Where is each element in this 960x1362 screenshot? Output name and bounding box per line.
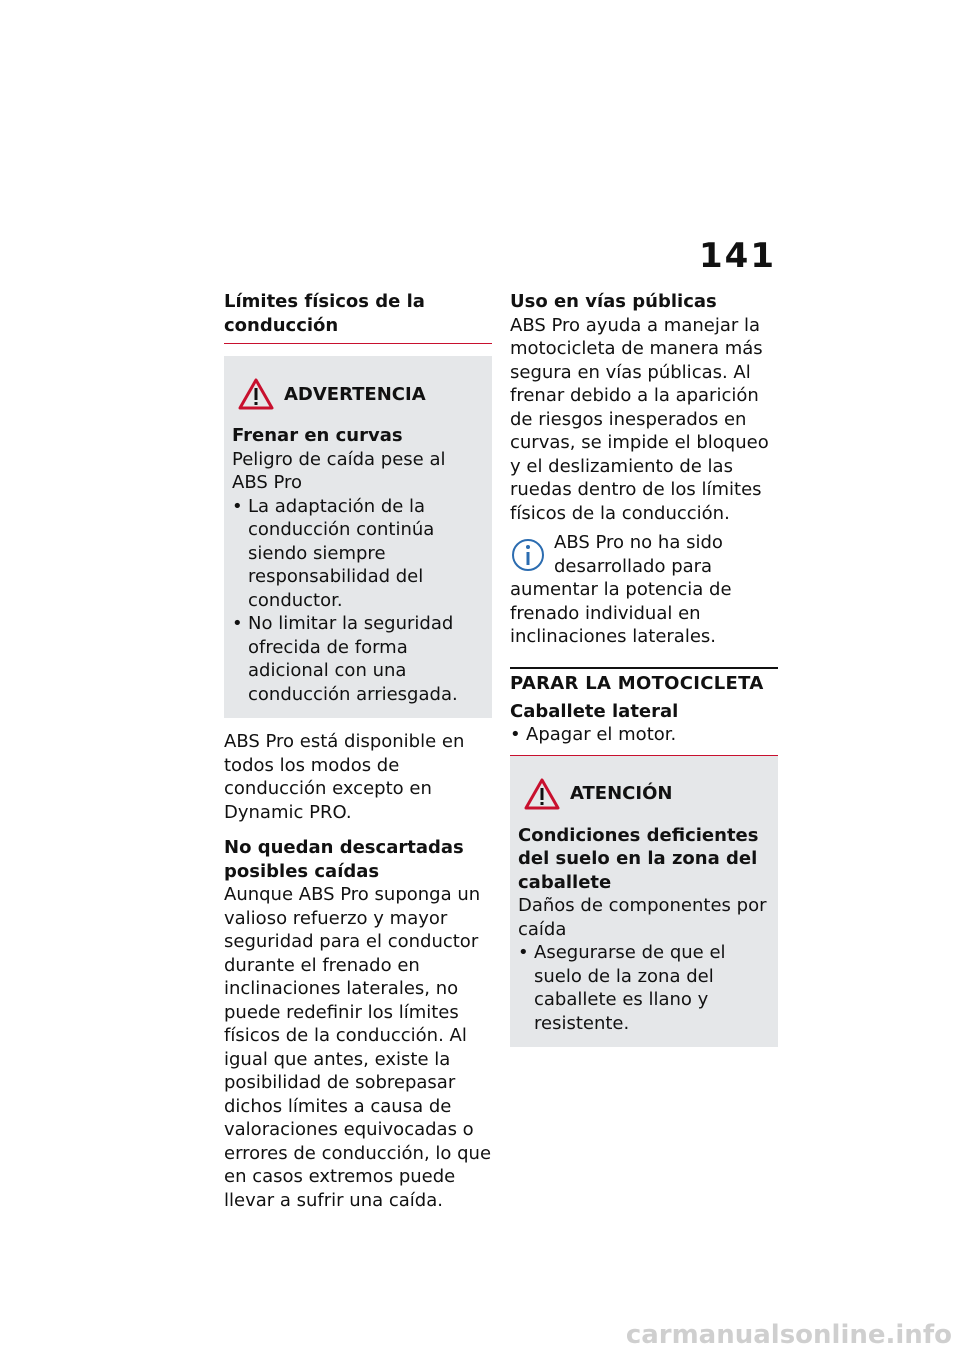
- attention-label: ATENCIÓN: [570, 783, 673, 804]
- warning-bullets: [232, 495, 484, 707]
- warning-header: [238, 378, 484, 410]
- attention-heading: Condiciones deficientes del suelo en la zona del caballete: [518, 824, 759, 893]
- page-number: 141: [699, 236, 776, 276]
- warning-triangle-icon: [238, 378, 274, 410]
- info-note: [510, 531, 778, 649]
- footer-watermark: carmanualsonline.info: [625, 1320, 952, 1350]
- attention-header: [524, 778, 770, 810]
- left-column: [224, 290, 492, 1212]
- attention-text: Daños de componentes por caída: [518, 895, 767, 940]
- paragraph: ABS Pro ayuda a manejar la motocicleta de manera más segura en vías públicas. Al frenar debido a la aparición de riesgos inesperados en curvas, se impide el bloqueo y el deslizamiento de las ruedas dentro de los límites físicos de la conducción.: [510, 314, 769, 524]
- warning-text: Peligro de caída pese al ABS Pro: [232, 448, 446, 493]
- list-item: • La adaptación de la conducción continúa siendo siempre responsabilidad del conductor.: [232, 495, 484, 613]
- section-title: Límites físicos de la conducción: [224, 290, 492, 344]
- list-item: • No limitar la seguridad ofrecida de forma adicional con una conducción arriesgada.: [232, 612, 484, 706]
- warning-box: [224, 356, 492, 718]
- bullets: [510, 723, 778, 747]
- warning-triangle-icon: [524, 778, 560, 810]
- list-item: • Asegurarse de que el suelo de la zona del caballete es llano y resistente.: [518, 941, 770, 1035]
- warning-heading: Frenar en curvas: [232, 425, 403, 446]
- right-column: [510, 290, 778, 1059]
- paragraph: ABS Pro está disponible en todos los modos de conducción excepto en Dynamic PRO.: [224, 731, 465, 823]
- chapter-title: PARAR LA MOTOCICLETA: [510, 667, 778, 694]
- info-icon: [510, 535, 546, 575]
- list-item: • Apagar el motor.: [510, 723, 778, 747]
- note-text: ABS Pro no ha sido desarrollado para aumentar la potencia de frenado individual en inclinaciones laterales.: [510, 532, 732, 647]
- heading: Caballete lateral: [510, 700, 679, 722]
- warning-label: ADVERTENCIA: [284, 383, 426, 405]
- attention-box: [510, 756, 778, 1048]
- heading: Uso en vías públicas: [510, 291, 717, 312]
- heading: No quedan descartadas posibles caídas: [224, 837, 464, 882]
- paragraph: Aunque ABS Pro suponga un valioso refuerzo y mayor seguridad para el conductor durante el frenado en inclinaciones laterales, no puede redefinir los límites físicos de la conducción. Al igual que antes, existe la posibilidad de sobrepasar dichos límites a causa de valoraciones equivocadas o errores de conducción, lo que en casos extremos puede llevar a sufrir una caída.: [224, 884, 492, 1211]
- attention-bullets: [518, 941, 770, 1035]
